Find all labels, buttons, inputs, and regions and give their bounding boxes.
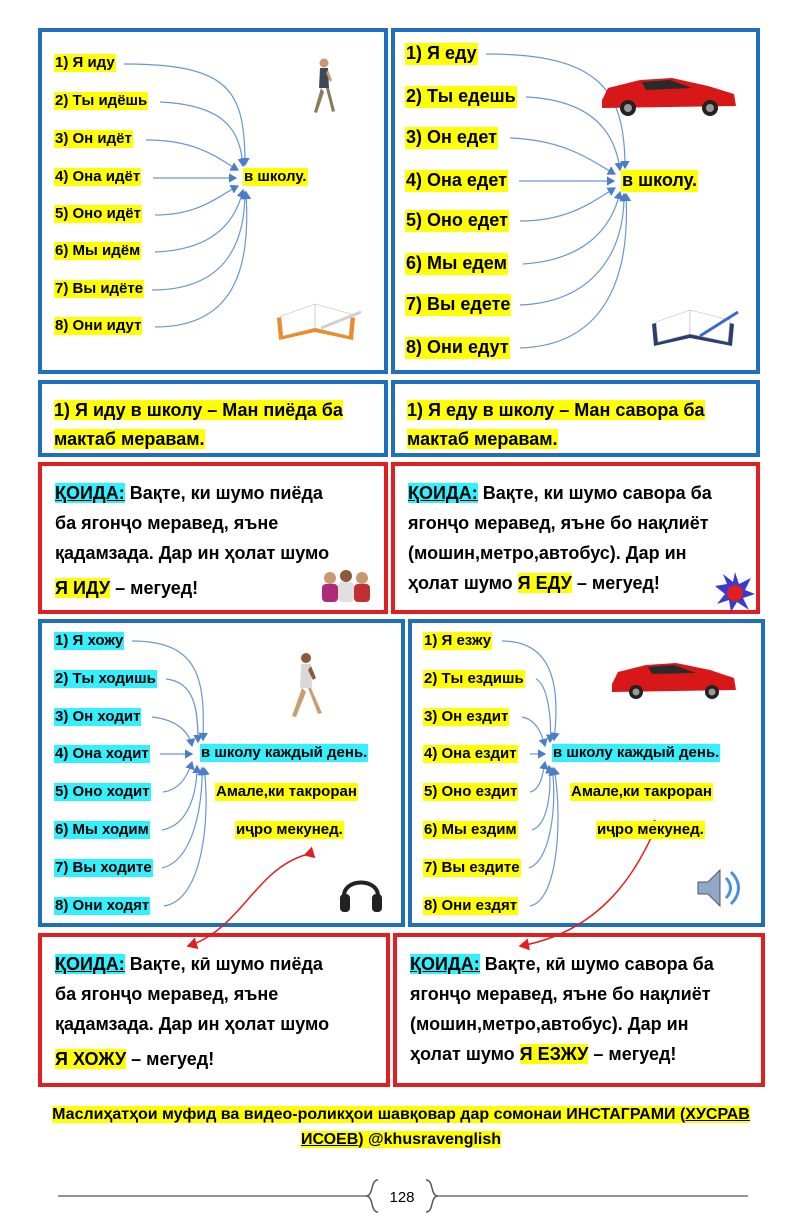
rule-text: Вақте, кӣ шумо пиёда (124, 954, 323, 974)
rule-text: қадамзада. Дар ин ҳолат шумо (55, 1014, 330, 1034)
rule-header: ҚОИДА: (408, 483, 478, 503)
conj-line: 4) Она идёт (55, 168, 141, 185)
footer-handle[interactable]: @khusravenglish (363, 1131, 502, 1148)
habit-note: Амале,ки такроран (571, 783, 712, 800)
conj-line: 8) Они идут (55, 317, 142, 334)
conj-line: 6) Мы едем (406, 253, 507, 273)
conj-line: 4) Она едет (406, 170, 507, 190)
conj-line: 7) Вы едете (406, 294, 511, 314)
conj-line: 4) Она ходит (55, 745, 149, 762)
conj-line: 3) Он ездит (424, 708, 509, 725)
habit-note: иҷро мекунед. (236, 821, 343, 838)
footer-close: ) (358, 1131, 364, 1148)
page-number: 128 (389, 1189, 415, 1206)
conj-line: 3) Он ходит (55, 708, 141, 725)
conj-line: 1) Я иду (55, 54, 115, 71)
rule-header: ҚОИДА: (55, 954, 125, 974)
rule-text: (мошин,метро,автобус). Дар ин (410, 1014, 689, 1034)
conj-line: 1) Я хожу (55, 632, 124, 649)
conj-line: 8) Они ездят (424, 897, 518, 914)
conj-line: 6) Мы идём (55, 242, 141, 259)
conj-line: 8) Они ходят (55, 897, 150, 914)
rule-text: ҳолат шумо (410, 1044, 520, 1064)
rule-tail: – мегуед! (110, 578, 199, 598)
target-phrase: в школу. (244, 168, 307, 185)
rule-text: ягонҷо меравед, яъне бо нақлиёт (410, 984, 711, 1004)
rule-text: Вақте, ки шумо пиёда (124, 483, 323, 503)
conj-line: 4) Она ездит (424, 745, 517, 762)
rule-text: (мошин,метро,автобус). Дар ин (408, 543, 687, 563)
rule-text: ягонҷо меравед, яъне бо нақлиёт (408, 513, 709, 533)
conj-line: 3) Он едет (406, 127, 497, 147)
rule-text: Вақте, кӣ шумо савора ба (479, 954, 714, 974)
conj-line: 5) Оно едет (406, 210, 508, 230)
conj-line: 6) Мы ездим (424, 821, 517, 838)
example-drive-line1: 1) Я еду в школу – Ман савора ба (407, 400, 705, 420)
conj-line: 7) Вы ездите (424, 859, 520, 876)
conj-line: 6) Мы ходим (55, 821, 149, 838)
rule-text: қадамзада. Дар ин ҳолат шумо (55, 543, 330, 563)
conj-line: 7) Вы идёте (55, 280, 144, 297)
footer-text: Маслиҳатҳои муфид ва видео-роликҳои шавқовар дар сомонаи ИНСТАГРАМИ ( (52, 1106, 686, 1123)
conj-line: 5) Оно ходит (55, 783, 150, 800)
conj-line: 2) Ты идёшь (55, 92, 148, 109)
conj-line: 8) Они едут (406, 337, 509, 357)
example-walk-line2: мактаб меравам. (54, 429, 205, 449)
target-phrase: в школу каждый день. (201, 744, 368, 761)
rule-text: ҳолат шумо (408, 573, 518, 593)
conj-line: 3) Он идёт (55, 130, 132, 147)
rule-highlight: Я ИДУ (55, 578, 111, 598)
rule-highlight: Я ЕДУ (517, 573, 572, 593)
rule-text: ба ягонҷо меравед, яъне (55, 984, 279, 1004)
rule-header: ҚОИДА: (410, 954, 480, 974)
rule-text: ба ягонҷо меравед, яъне (55, 513, 279, 533)
target-phrase: в школу каждый день. (553, 744, 720, 761)
rule-highlight: Я ЕЗЖУ (519, 1044, 589, 1064)
conj-line: 5) Оно ездит (424, 783, 518, 800)
example-drive-line2: мактаб меравам. (407, 429, 558, 449)
conj-line: 2) Ты ходишь (55, 670, 156, 687)
rule-text: Вақте, ки шумо савора ба (477, 483, 712, 503)
habit-note: иҷро мекунед. (597, 821, 704, 838)
conj-line: 2) Ты ездишь (424, 670, 524, 687)
conj-line: 7) Вы ходите (55, 859, 152, 876)
conj-line: 2) Ты едешь (406, 86, 516, 106)
conj-line: 5) Оно идёт (55, 205, 141, 222)
rule-header: ҚОИДА: (55, 483, 125, 503)
rule-tail: – мегуед! (126, 1049, 215, 1069)
habit-note: Амале,ки такроран (216, 783, 357, 800)
conj-line: 1) Я езжу (424, 632, 492, 649)
target-phrase: в школу. (622, 170, 698, 190)
rule-tail: – мегуед! (588, 1044, 677, 1064)
example-walk-line1: 1) Я иду в школу – Ман пиёда ба (54, 400, 343, 420)
rule-tail: – мегуед! (571, 573, 660, 593)
rule-highlight: Я ХОЖУ (55, 1049, 127, 1069)
conj-line: 1) Я еду (406, 43, 477, 63)
footer-link[interactable]: ХУСРАВ ИСОЕВ (300, 1106, 750, 1148)
